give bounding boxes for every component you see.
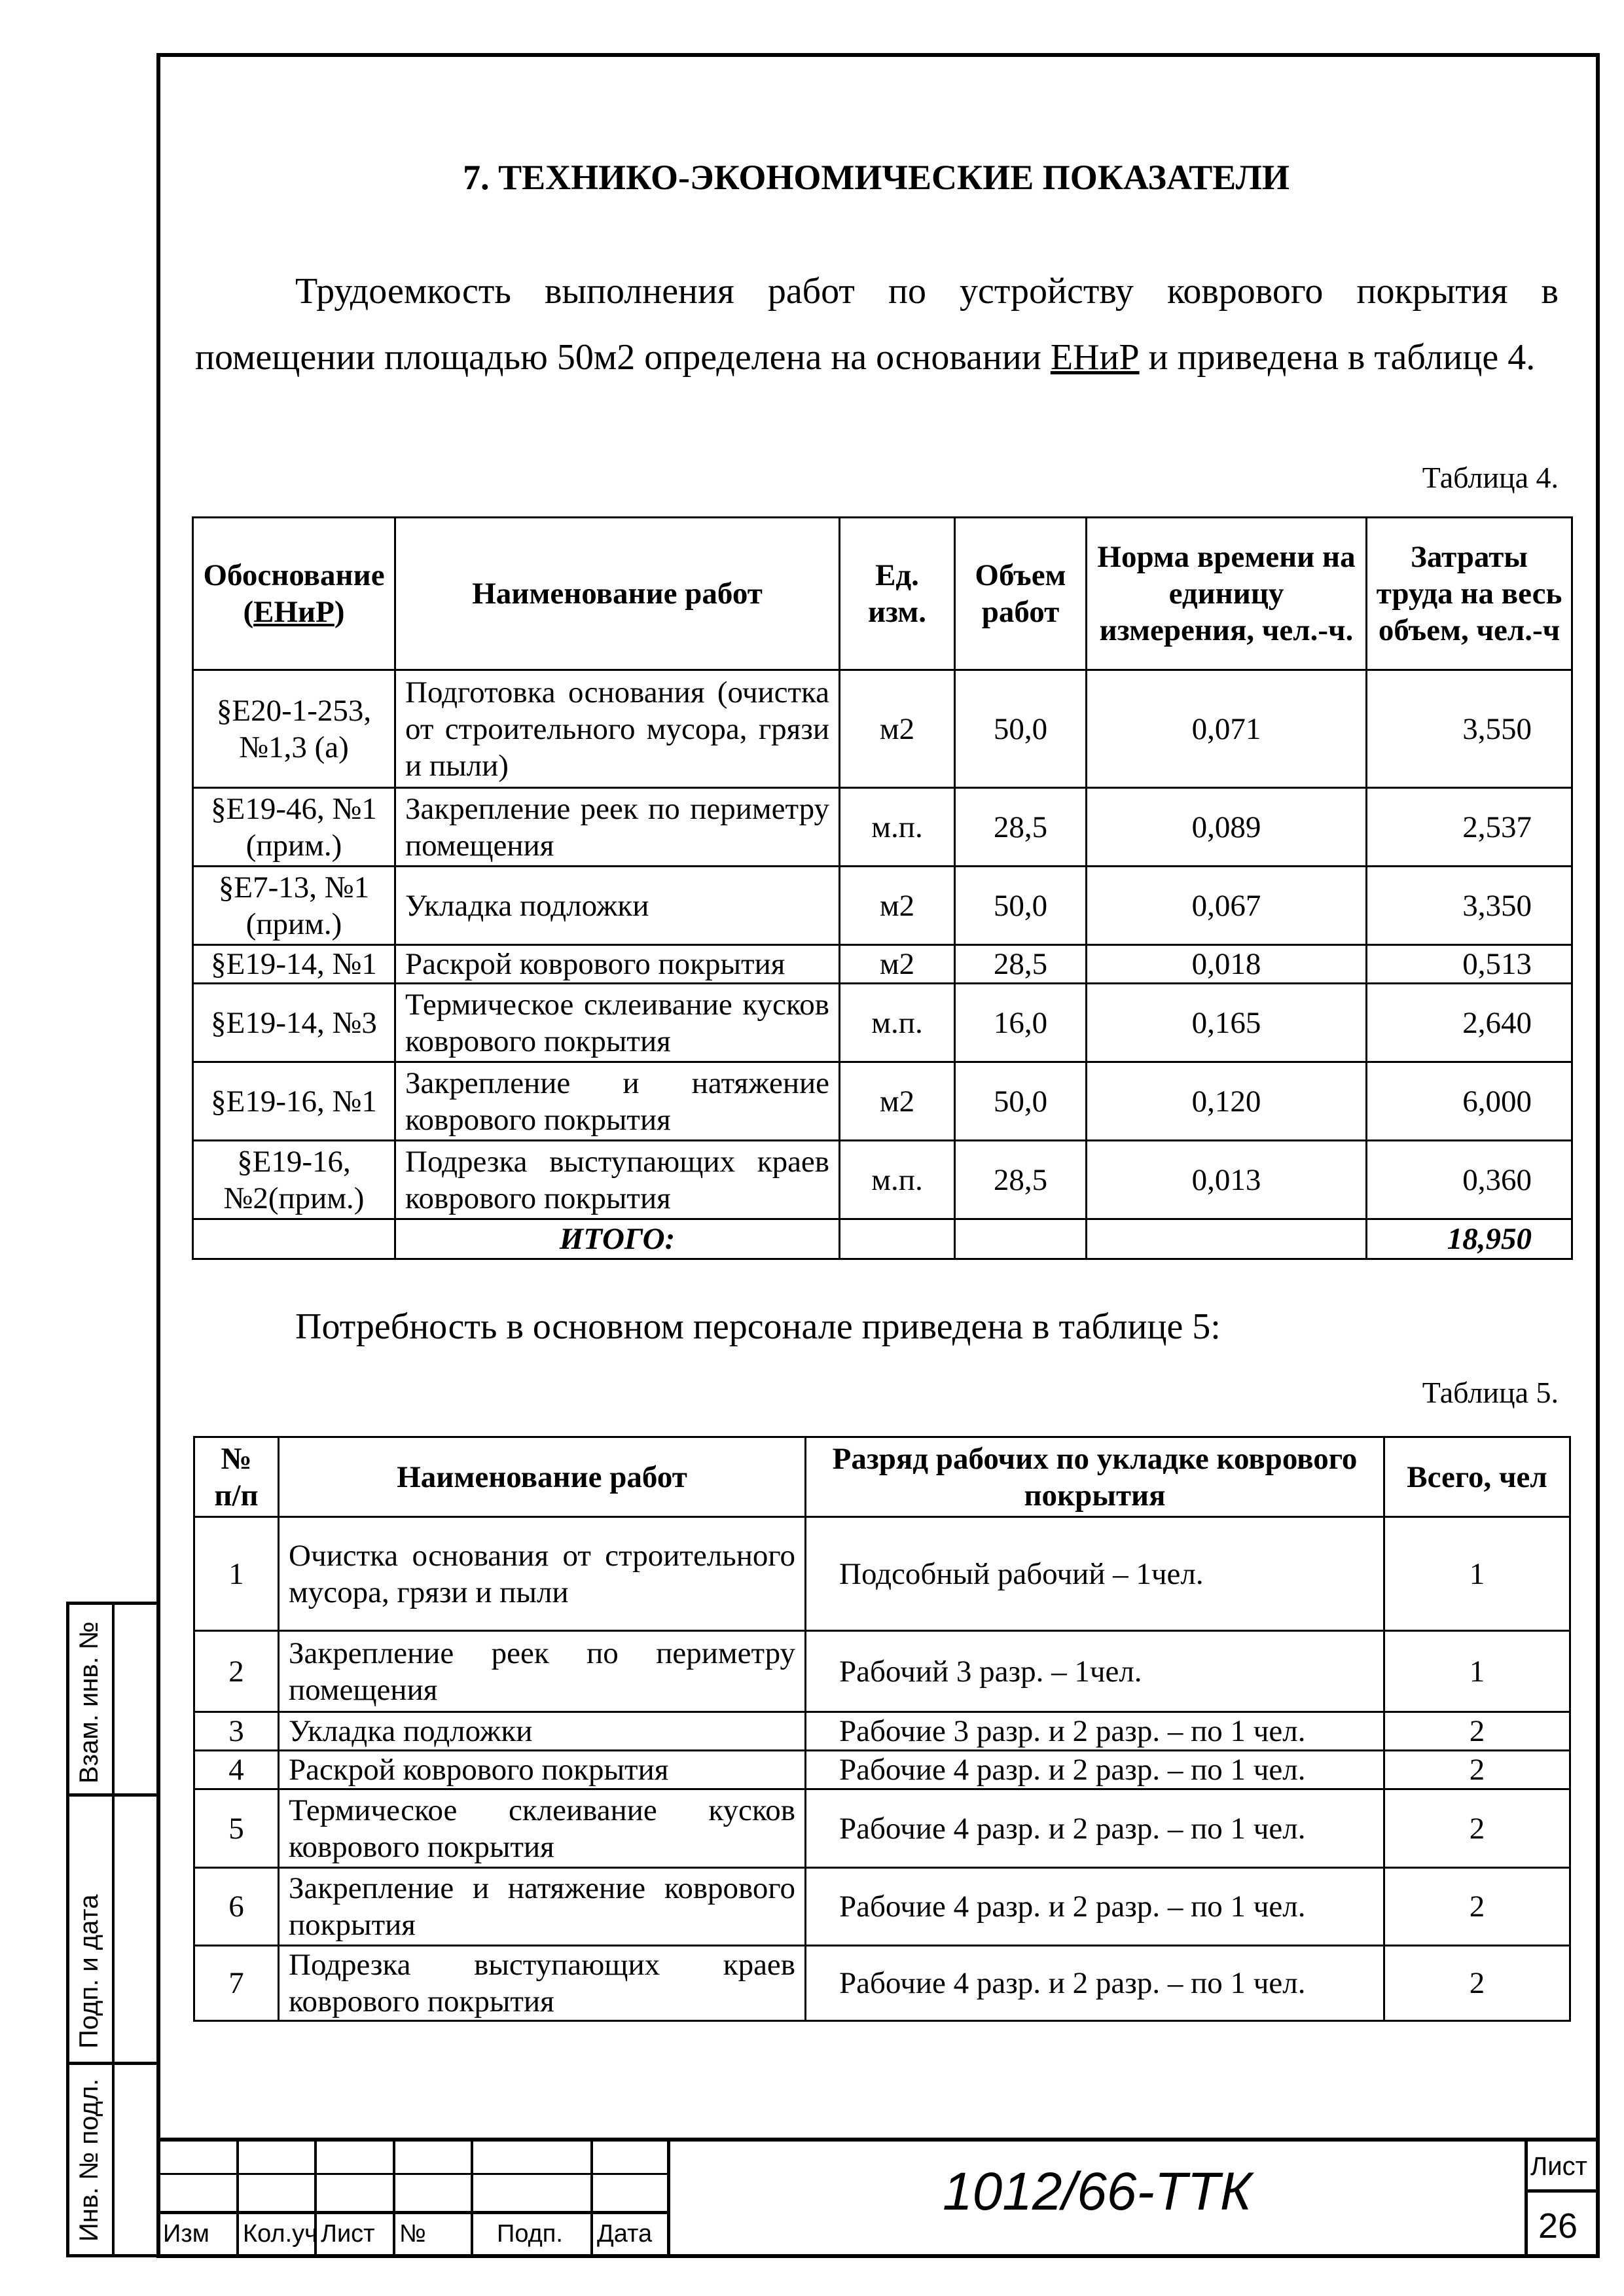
volume-cell: 50,0 xyxy=(955,1062,1087,1141)
title-block-column-2: Лист xyxy=(321,2220,375,2248)
table-row xyxy=(194,1868,1570,1946)
table-header-row xyxy=(193,518,1572,670)
work-name-cell: Закрепление и натяжение коврового покрытия xyxy=(395,1062,840,1141)
header-time-norm: Норма времени на единицу измерения, чел.-ч. xyxy=(1087,518,1367,670)
volume-cell: 50,0 xyxy=(955,670,1087,788)
table-row xyxy=(193,1141,1572,1219)
sheet-number: 26 xyxy=(1538,2206,1578,2246)
total-people-cell: 2 xyxy=(1384,1712,1570,1751)
table-row xyxy=(194,1631,1570,1712)
table-row xyxy=(193,867,1572,945)
header-total-people: Всего, чел xyxy=(1384,1437,1570,1517)
table4-caption: Таблица 4. xyxy=(1422,461,1559,494)
number-cell: 3 xyxy=(194,1712,279,1751)
unit-cell: м2 xyxy=(840,945,955,984)
worker-grade-cell: Рабочие 4 разр. и 2 разр. – по 1 чел. xyxy=(806,1946,1384,2021)
volume-cell: 28,5 xyxy=(955,945,1087,984)
header-basis: Обоснование (ЕНиР) xyxy=(193,518,395,670)
title-block-column-0: Изм xyxy=(163,2220,209,2248)
intro-text-before: Трудоемкость выполнения работ по устройству коврового покрытия в помещении площадью 50м2 определена на основании xyxy=(195,271,1559,378)
table-row xyxy=(193,788,1572,867)
basis-cell: §Е20-1-253, №1,3 (а) xyxy=(193,670,395,788)
work-name-cell: Закрепление реек по периметру помещения xyxy=(279,1631,806,1712)
total-empty-cell xyxy=(1087,1219,1367,1259)
basis-cell: §Е19-46, №1 (прим.) xyxy=(193,788,395,867)
table-row xyxy=(193,670,1572,788)
labor-cost-cell: 3,550 xyxy=(1367,670,1572,788)
labor-cost-cell: 2,640 xyxy=(1367,984,1572,1062)
number-cell: 1 xyxy=(194,1517,279,1631)
header-basis-label: Обоснование xyxy=(203,558,385,592)
worker-grade-cell: Рабочий 3 разр. – 1чел. xyxy=(806,1631,1384,1712)
work-name-cell: Укладка подложки xyxy=(279,1712,806,1751)
time-norm-cell: 0,013 xyxy=(1087,1141,1367,1219)
title-block-column-line xyxy=(236,2138,239,2254)
work-name-cell: Подрезка выступающих краев коврового покрытия xyxy=(279,1946,806,2021)
table-row xyxy=(193,945,1572,984)
total-people-cell: 2 xyxy=(1384,1751,1570,1789)
work-name-cell: Подрезка выступающих краев коврового покрытия xyxy=(395,1141,840,1219)
header-unit: Ед. изм. xyxy=(840,518,955,670)
header-volume: Объем работ xyxy=(955,518,1087,670)
time-norm-cell: 0,071 xyxy=(1087,670,1367,788)
header-work-name: Наименование работ xyxy=(395,518,840,670)
sheet-label: Лист xyxy=(1530,2152,1587,2181)
work-name-cell: Очистка основания от строительного мусора, грязи и пыли xyxy=(279,1517,806,1631)
total-people-cell: 2 xyxy=(1384,1946,1570,2021)
number-cell: 7 xyxy=(194,1946,279,2021)
labor-cost-cell: 0,513 xyxy=(1367,945,1572,984)
side-stamp-divider xyxy=(112,1602,115,2254)
side-stamp-replace-inv: Взам. инв. № xyxy=(75,1621,103,1784)
header-labor-cost: Затраты труда на весь объем, чел.-ч xyxy=(1367,518,1572,670)
labor-table xyxy=(192,516,1573,1260)
total-label: ИТОГО: xyxy=(395,1219,840,1259)
volume-cell: 28,5 xyxy=(955,788,1087,867)
table-row xyxy=(194,1712,1570,1751)
side-stamp-sign-date: Подп. и дата xyxy=(75,1894,103,2049)
unit-cell: м2 xyxy=(840,670,955,788)
number-cell: 5 xyxy=(194,1789,279,1868)
work-name-cell: Раскрой коврового покрытия xyxy=(395,945,840,984)
unit-cell: м.п. xyxy=(840,984,955,1062)
table-row xyxy=(193,1062,1572,1141)
title-block-column-4: Подп. xyxy=(497,2220,563,2248)
table5-caption: Таблица 5. xyxy=(1422,1376,1559,1409)
unit-cell: м2 xyxy=(840,1062,955,1141)
intro-paragraph xyxy=(195,259,1559,391)
basis-cell: §Е19-14, №3 xyxy=(193,984,395,1062)
side-stamp-line xyxy=(66,1793,156,1797)
labor-cost-cell: 2,537 xyxy=(1367,788,1572,867)
title-block-column-3: № xyxy=(399,2220,426,2248)
title-block-column-5: Дата xyxy=(597,2220,653,2248)
header-enir-link[interactable]: ЕНиР xyxy=(253,595,334,629)
labor-cost-cell: 6,000 xyxy=(1367,1062,1572,1141)
unit-cell: м.п. xyxy=(840,788,955,867)
time-norm-cell: 0,067 xyxy=(1087,867,1367,945)
table-row xyxy=(194,1517,1570,1631)
worker-grade-cell: Подсобный рабочий – 1чел. xyxy=(806,1517,1384,1631)
total-value: 18,950 xyxy=(1367,1219,1572,1259)
side-stamp-line xyxy=(66,2062,156,2065)
unit-cell: м2 xyxy=(840,867,955,945)
basis-cell: §Е19-16, №2(прим.) xyxy=(193,1141,395,1219)
total-row xyxy=(193,1219,1572,1259)
time-norm-cell: 0,165 xyxy=(1087,984,1367,1062)
labor-cost-cell: 0,360 xyxy=(1367,1141,1572,1219)
volume-cell: 50,0 xyxy=(955,867,1087,945)
basis-cell: §Е19-14, №1 xyxy=(193,945,395,984)
total-empty-cell xyxy=(193,1219,395,1259)
title-block-column-line xyxy=(393,2138,395,2254)
work-name-cell: Подготовка основания (очистка от строительного мусора, грязи и пыли) xyxy=(395,670,840,788)
document-code: 1012/66-ТТК xyxy=(943,2162,1252,2221)
table-row xyxy=(194,1789,1570,1868)
unit-cell: м.п. xyxy=(840,1141,955,1219)
total-people-cell: 1 xyxy=(1384,1517,1570,1631)
work-name-cell: Закрепление реек по периметру помещения xyxy=(395,788,840,867)
header-worker-grade: Разряд рабочих по укладке коврового покрытия xyxy=(806,1437,1384,1517)
table-row xyxy=(193,984,1572,1062)
header-work-name: Наименование работ xyxy=(279,1437,806,1517)
enir-link[interactable]: ЕНиР xyxy=(1050,337,1140,378)
work-name-cell: Термическое склеивание кусков коврового покрытия xyxy=(279,1789,806,1868)
labor-cost-cell: 3,350 xyxy=(1367,867,1572,945)
time-norm-cell: 0,120 xyxy=(1087,1062,1367,1141)
time-norm-cell: 0,018 xyxy=(1087,945,1367,984)
intro-text-after: и приведена в таблице 4. xyxy=(1139,337,1536,378)
staff-table xyxy=(193,1436,1571,2022)
title-block-column-line xyxy=(471,2138,473,2254)
worker-grade-cell: Рабочие 4 разр. и 2 разр. – по 1 чел. xyxy=(806,1868,1384,1946)
title-block-divider xyxy=(667,2138,670,2254)
staff-paragraph: Потребность в основном персонале приведена в таблице 5: xyxy=(295,1306,1221,1347)
total-people-cell: 2 xyxy=(1384,1868,1570,1946)
work-name-cell: Раскрой коврового покрытия xyxy=(279,1751,806,1789)
worker-grade-cell: Рабочие 4 разр. и 2 разр. – по 1 чел. xyxy=(806,1789,1384,1868)
total-empty-cell xyxy=(840,1219,955,1259)
basis-cell: §Е7-13, №1 (прим.) xyxy=(193,867,395,945)
table-row xyxy=(194,1946,1570,2021)
total-people-cell: 2 xyxy=(1384,1789,1570,1868)
header-number: № п/п xyxy=(194,1437,279,1517)
title-block-divider xyxy=(1525,2189,1596,2193)
worker-grade-cell: Рабочие 3 разр. и 2 разр. – по 1 чел. xyxy=(806,1712,1384,1751)
number-cell: 4 xyxy=(194,1751,279,1789)
time-norm-cell: 0,089 xyxy=(1087,788,1367,867)
title-block-top xyxy=(156,2138,1596,2142)
number-cell: 2 xyxy=(194,1631,279,1712)
table-row xyxy=(194,1751,1570,1789)
work-name-cell: Термическое склеивание кусков коврового покрытия xyxy=(395,984,840,1062)
side-stamp-orig-inv: Инв. № подл. xyxy=(75,2078,103,2242)
volume-cell: 16,0 xyxy=(955,984,1087,1062)
volume-cell: 28,5 xyxy=(955,1141,1087,1219)
section-heading: 7. ТЕХНИКО-ЭКОНОМИЧЕСКИЕ ПОКАЗАТЕЛИ xyxy=(463,158,1290,197)
table-header-row xyxy=(194,1437,1570,1517)
title-block-divider xyxy=(1525,2138,1528,2254)
basis-cell: §Е19-16, №1 xyxy=(193,1062,395,1141)
work-name-cell: Укладка подложки xyxy=(395,867,840,945)
total-people-cell: 1 xyxy=(1384,1631,1570,1712)
work-name-cell: Закрепление и натяжение коврового покрытия xyxy=(279,1868,806,1946)
worker-grade-cell: Рабочие 4 разр. и 2 разр. – по 1 чел. xyxy=(806,1751,1384,1789)
number-cell: 6 xyxy=(194,1868,279,1946)
title-block-column-1: Кол.уч xyxy=(243,2220,317,2248)
total-empty-cell xyxy=(955,1219,1087,1259)
title-block-column-line xyxy=(590,2138,593,2254)
